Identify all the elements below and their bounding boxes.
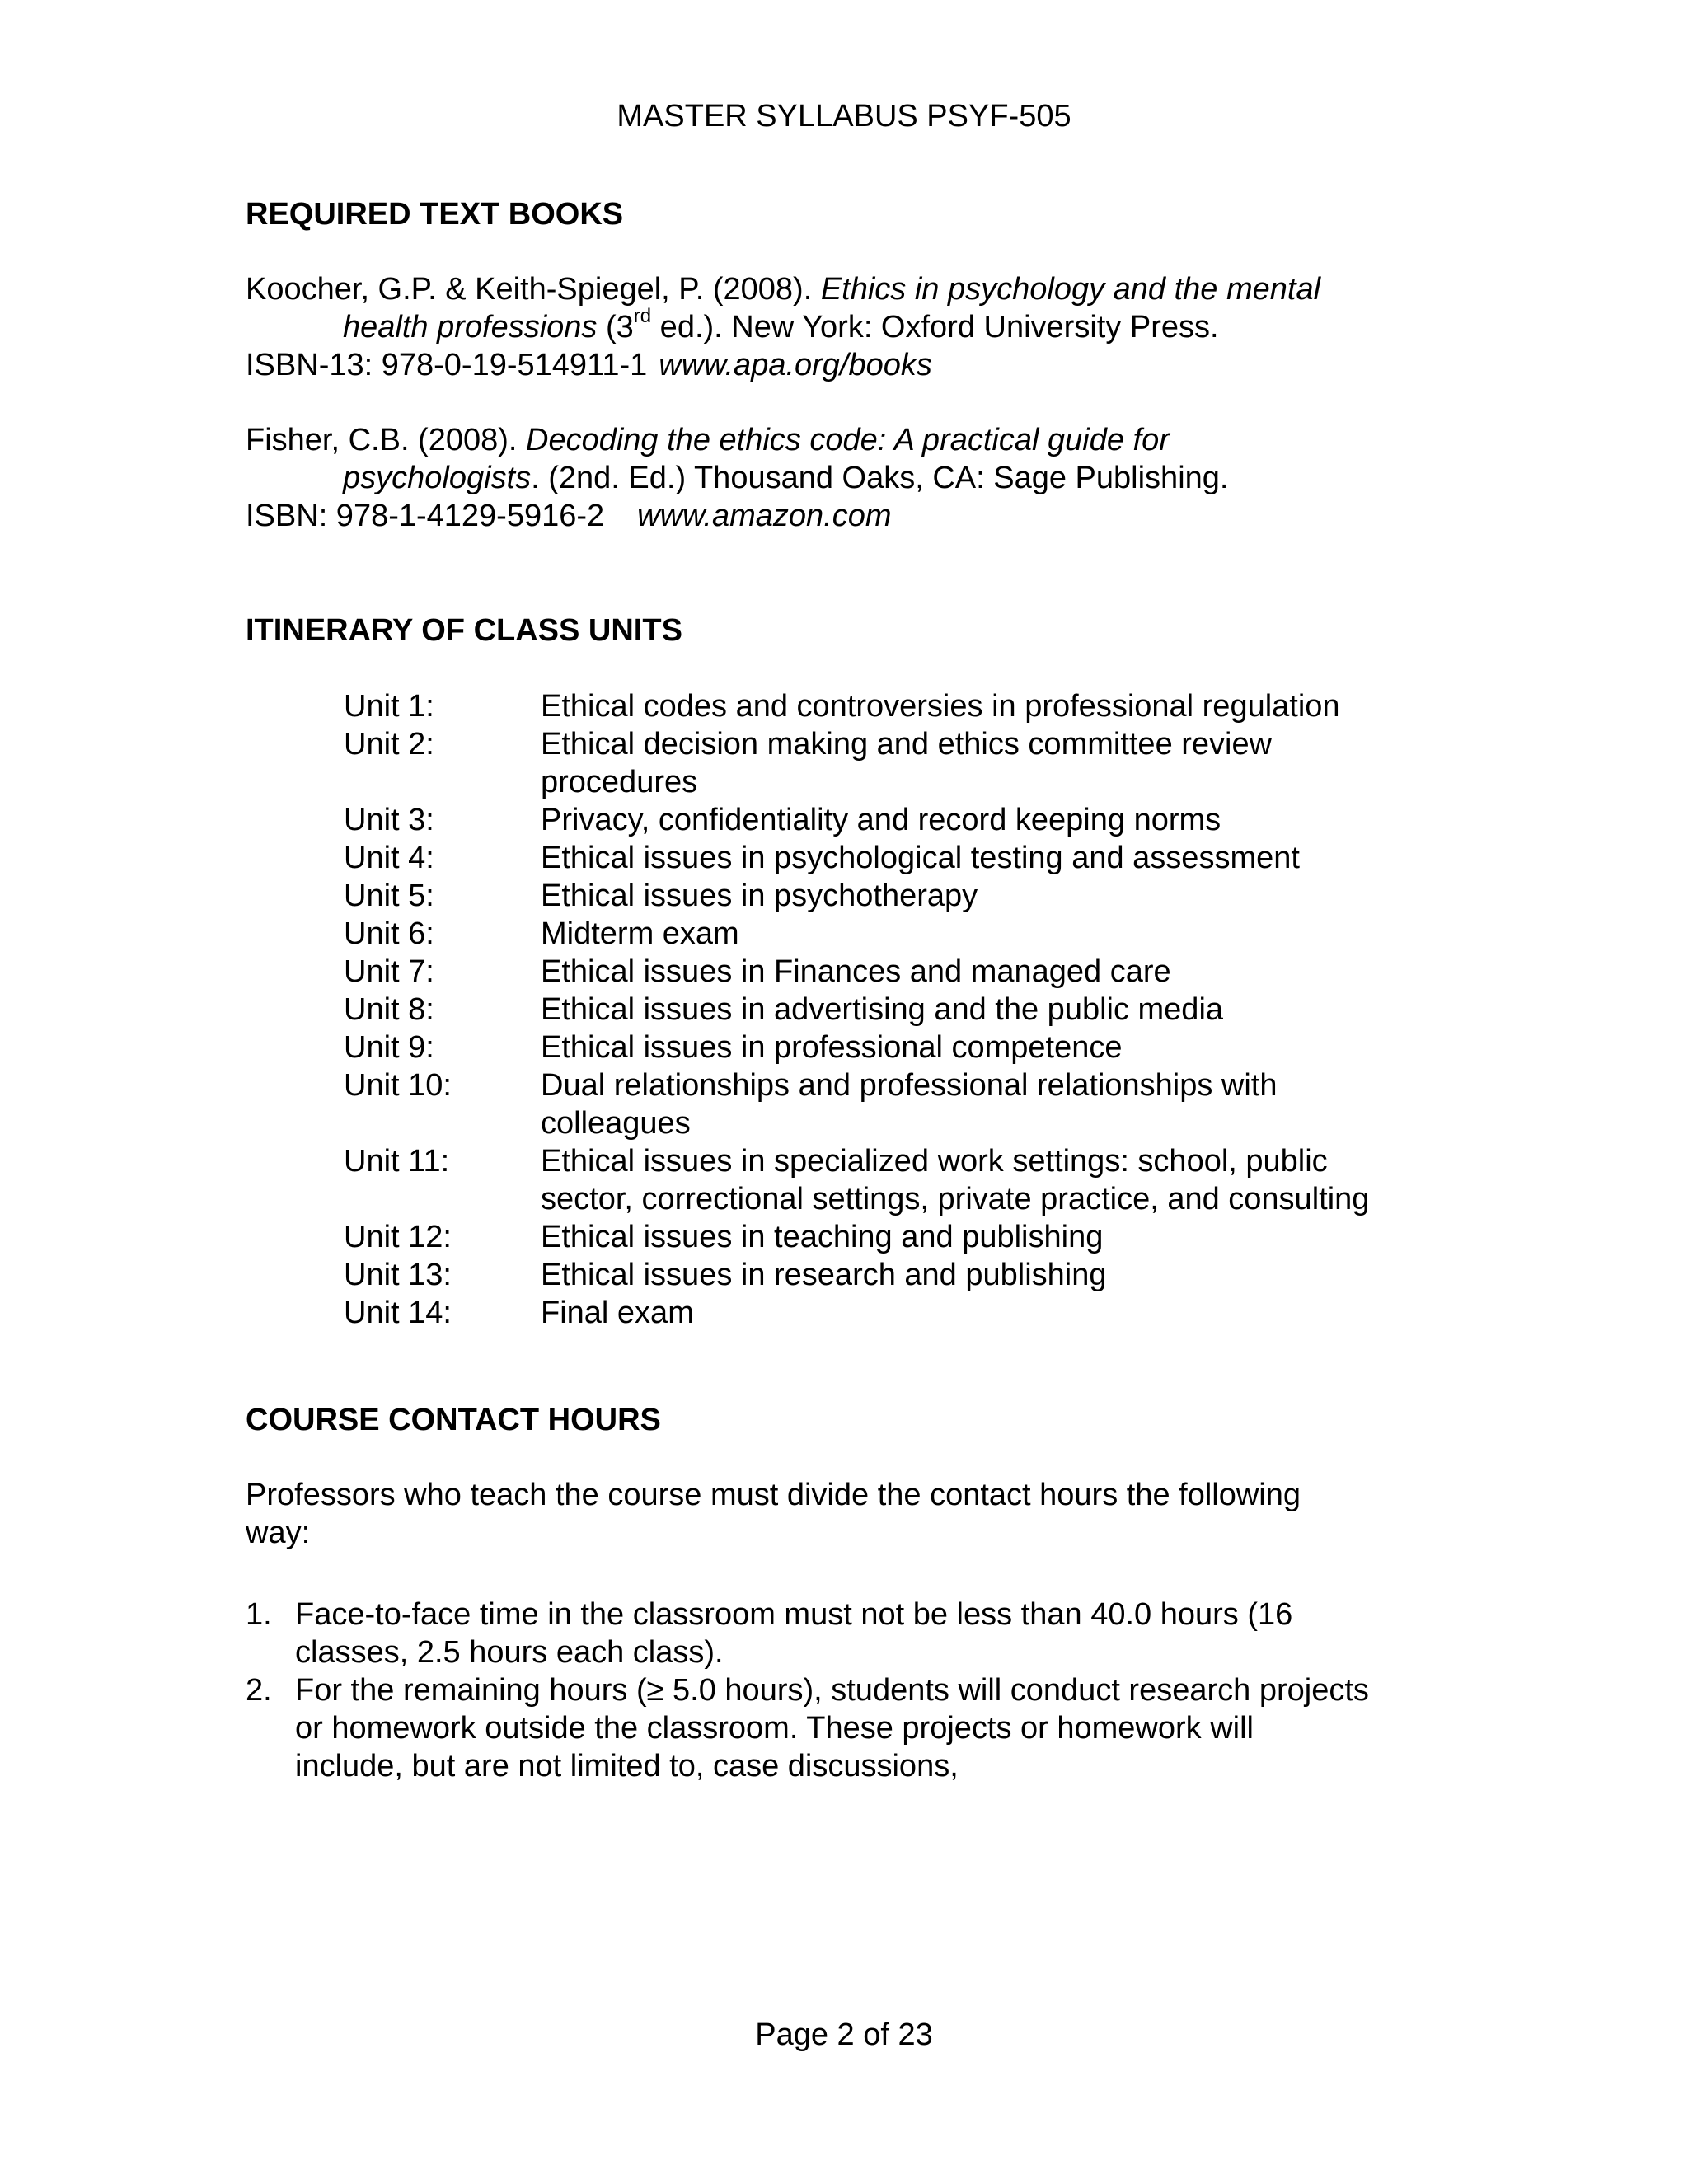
citation-url: www.apa.org/books: [659, 348, 932, 382]
citation-edition: (3: [597, 310, 634, 344]
unit-label: Unit 10:: [344, 1068, 452, 1103]
unit-label: Unit 5:: [344, 879, 434, 913]
unit-description: Dual relationships and professional relationships with colleagues: [541, 1068, 1278, 1141]
unit-description: Ethical issues in research and publishing: [541, 1258, 1107, 1292]
unit-row: [344, 839, 1498, 877]
unit-description: Ethical decision making and ethics committee review procedures: [541, 727, 1273, 799]
unit-description: Ethical issues in psychotherapy: [541, 879, 978, 913]
list-item: [246, 1671, 1449, 1785]
citation-line: [246, 270, 1482, 308]
list-item: [246, 1596, 1449, 1671]
citation-title: Ethics in psychology and the mental: [820, 272, 1321, 307]
unit-description: Final exam: [541, 1296, 694, 1330]
unit-row: [344, 991, 1498, 1029]
unit-row: [344, 801, 1498, 839]
unit-row: [344, 1142, 1498, 1218]
unit-description: Ethical issues in advertising and the public media: [541, 992, 1224, 1027]
citation-isbn: ISBN-13: 978-0-19-514911-1: [246, 348, 648, 382]
citation-line: [246, 346, 1482, 384]
citation-authors: Koocher, G.P. & Keith-Spiegel, P. (2008).: [246, 272, 821, 307]
unit-description: Ethical issues in teaching and publishing: [541, 1220, 1104, 1254]
unit-description: Ethical issues in Finances and managed care: [541, 954, 1171, 989]
unit-row: [344, 953, 1498, 991]
unit-row: [344, 725, 1498, 801]
unit-row: [344, 915, 1498, 953]
unit-description: Ethical codes and controversies in professional regulation: [541, 689, 1340, 724]
unit-row: [344, 1218, 1498, 1256]
unit-row: [344, 1256, 1498, 1294]
page-number: Page 2 of 23: [755, 2018, 933, 2052]
contact-hours-intro: Professors who teach the course must divide the contact hours the following way:: [246, 1478, 1301, 1550]
unit-description: Ethical issues in specialized work settings: school, public sector, correctional settings, private practice, and consulting: [541, 1144, 1370, 1216]
textbook-citation-koocher: [246, 270, 1482, 384]
unit-description: Ethical issues in professional competence: [541, 1030, 1123, 1065]
list-item-text: Face-to-face time in the classroom must not be less than 40.0 hours (16 classes, 2.5 hours each class).: [295, 1597, 1293, 1670]
unit-description: Ethical issues in psychological testing and assessment: [541, 841, 1300, 875]
unit-row: [344, 1029, 1498, 1066]
unit-label: Unit 7:: [344, 954, 434, 989]
unit-label: Unit 9:: [344, 1030, 434, 1065]
unit-label: Unit 3:: [344, 803, 434, 837]
section-heading-contact-hours: COURSE CONTACT HOURS: [246, 1403, 661, 1437]
unit-description: Privacy, confidentiality and record keeping norms: [541, 803, 1221, 837]
contact-hours-list: [246, 1596, 1449, 1785]
list-item-text: For the remaining hours (≥ 5.0 hours), students will conduct research projects or homework outside the classroom. These projects or homework will include, but are not limited to, case discussions,: [295, 1673, 1369, 1783]
unit-label: Unit 2:: [344, 727, 434, 762]
citation-title-continued: health professions: [343, 310, 598, 344]
unit-list: [344, 687, 1498, 1332]
unit-label: Unit 11:: [344, 1144, 450, 1179]
citation-line: [246, 497, 1482, 535]
citation-publisher: . (2nd. Ed.) Thousand Oaks, CA: Sage Publishing.: [531, 461, 1229, 495]
citation-title-continued: psychologists: [343, 461, 532, 495]
citation-line: [246, 421, 1482, 459]
unit-label: Unit 6:: [344, 916, 434, 951]
textbook-citation-fisher: [246, 421, 1482, 535]
citation-url: www.amazon.com: [637, 499, 892, 533]
citation-title: Decoding the ethics code: A practical guide for: [526, 423, 1170, 457]
citation-line: [246, 305, 1482, 346]
citation-isbn: ISBN: 978-1-4129-5916-2: [246, 499, 605, 533]
list-marker: 2.: [246, 1673, 272, 1708]
unit-label: Unit 14:: [344, 1296, 452, 1330]
citation-edition-superscript: rd: [633, 305, 652, 328]
unit-row: [344, 1066, 1498, 1142]
citation-line: [246, 459, 1482, 497]
unit-label: Unit 13:: [344, 1258, 452, 1292]
unit-label: Unit 8:: [344, 992, 434, 1027]
section-heading-itinerary: ITINERARY OF CLASS UNITS: [246, 613, 682, 648]
unit-label: Unit 4:: [344, 841, 434, 875]
unit-row: [344, 877, 1498, 915]
unit-label: Unit 1:: [344, 689, 434, 724]
unit-description: Midterm exam: [541, 916, 739, 951]
unit-row: [344, 687, 1498, 725]
page-header: MASTER SYLLABUS PSYF-505: [617, 99, 1071, 134]
list-marker: 1.: [246, 1597, 272, 1632]
unit-row: [344, 1294, 1498, 1332]
section-heading-textbooks: REQUIRED TEXT BOOKS: [246, 197, 624, 232]
citation-publisher: ed.). New York: Oxford University Press.: [651, 310, 1219, 344]
unit-label: Unit 12:: [344, 1220, 452, 1254]
citation-authors: Fisher, C.B. (2008).: [246, 423, 527, 457]
